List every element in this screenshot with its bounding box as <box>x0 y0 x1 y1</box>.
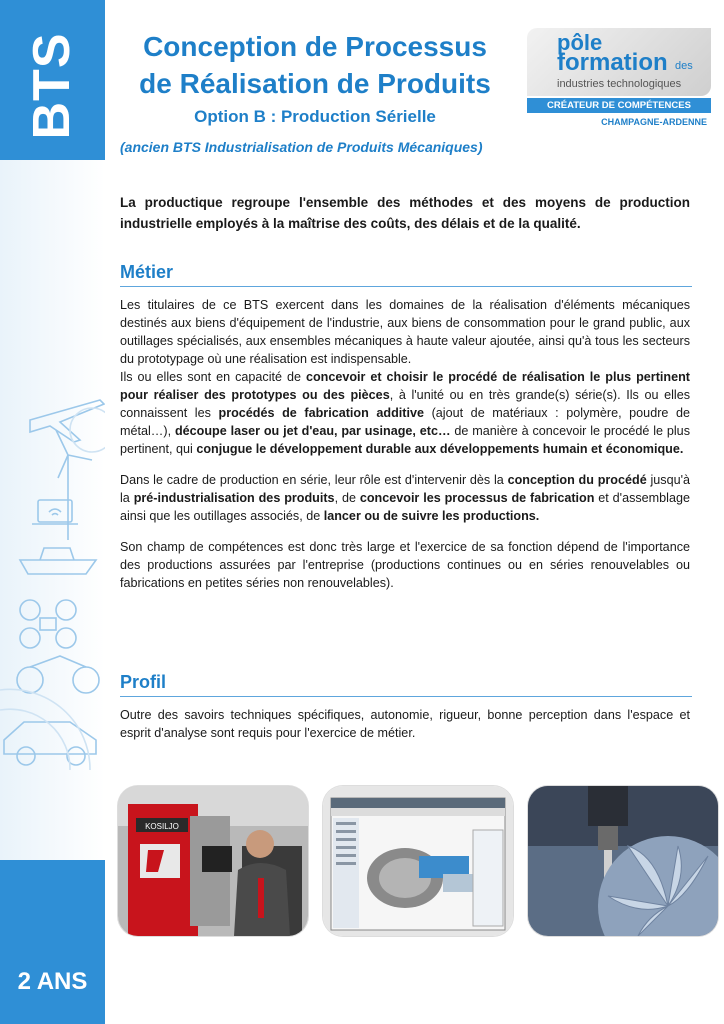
metier-paragraph-2 <box>120 368 690 458</box>
photo-technician-machine <box>118 786 308 936</box>
metier-p2-f: découpe laser ou jet d'eau, par usinage, etc… <box>174 424 451 438</box>
metier-p2-a: Ils ou elles sont en capacité de <box>120 370 306 384</box>
cad-software-image <box>323 786 513 936</box>
boat-icon <box>20 560 96 574</box>
logo-box <box>527 28 711 96</box>
metier-p3-c: jusqu'à la <box>120 473 690 505</box>
milling-turbine-image <box>528 786 718 936</box>
laptop-icon <box>38 500 72 522</box>
option-subtitle: Option B : Production Sérielle <box>194 107 436 126</box>
metier-p1-text: Les titulaires de ce BTS exercent dans les domaines de la réalisation d'éléments mécaniques destinés aux biens d'équipement de l'industrie, aux biens de consommation pour le grand public, aux outillages spécialisés, aux ensembles mécaniques à haute valeur ajoutée, ainsi qu'à tous les secteurs du prototypage où une réalisation est indispensable. <box>120 298 690 366</box>
photo-milling-turbine <box>528 786 718 936</box>
metier-p3-d: pré-industrialisation des produits <box>133 491 335 505</box>
title-line-1: Conception de Processus <box>143 31 487 62</box>
metier-p3-b: conception du procédé <box>507 473 647 487</box>
metier-p2-h: conjugue le développement durable aux développements humain et économique. <box>196 442 684 456</box>
sidebar <box>0 0 105 1024</box>
metier-paragraph-1 <box>120 296 690 368</box>
page-title <box>110 28 520 102</box>
title-line-2: de Réalisation de Produits <box>139 68 491 99</box>
metier-p3-g: et d'assemblage ainsi que les outillages associés, de <box>120 491 690 523</box>
logo-formation: formation <box>557 49 668 76</box>
logo-des: des <box>675 60 693 72</box>
profil-heading: Profil <box>120 672 692 697</box>
metier-paragraph-4: Son champ de compétences est donc très large et l'exercice de sa fonction dépend de l'importance des productions assurées par l'entreprise (productions continues ou en séries renouvelables ou fabrications en petites séries non renouvelables). <box>120 540 690 590</box>
logo-pole: pôle <box>557 30 603 55</box>
drone-icon <box>20 600 40 620</box>
metier-p3-h: lancer ou de suivre les productions. <box>323 509 540 523</box>
quad-bike-icon <box>17 667 43 693</box>
metier-body <box>120 296 690 605</box>
intro-paragraph: La productique regroupe l'ensemble des méthodes et des moyens de production industrielle employés à la maîtrise des coûts, des délais et de la qualité. <box>120 195 690 231</box>
logo-region: CHAMPAGNE-ARDENNE <box>601 117 707 127</box>
photo-cad-software <box>323 786 513 936</box>
technician-machine-image <box>118 786 308 936</box>
photo-strip <box>118 786 718 946</box>
metier-p2-c: , à l'unité ou en très grande(s) série(s). Ils ou elles connaissent les <box>120 388 690 420</box>
metier-paragraph-3 <box>120 471 690 525</box>
former-name: (ancien BTS Industrialisation de Produits Mécaniques) <box>120 139 483 155</box>
metier-p3-f: concevoir les processus de fabrication <box>359 491 595 505</box>
metier-heading: Métier <box>120 262 692 287</box>
metier-p2-b: concevoir et choisir le procédé de réalisation le plus pertinent pour réaliser des prototypes ou des pièces <box>120 370 690 402</box>
pole-formation-logo <box>527 28 717 127</box>
profil-body: Outre des savoirs techniques spécifiques, autonomie, rigueur, bonne perception dans l'espace et esprit d'analyse sont requis pour l'exercice de métier. <box>120 708 690 740</box>
metier-p2-g: de manière à concevoir le procédé le plus pertinent, qui <box>120 424 690 456</box>
machine-brand: KOSILJO <box>145 822 179 831</box>
metier-p3-a: Dans le cadre de production en série, leur rôle est d'intervenir dès la <box>120 473 508 487</box>
bts-label: BTS <box>23 32 81 140</box>
industry-illustrations <box>0 360 105 820</box>
metier-p3-e: , de <box>334 491 360 505</box>
metier-p2-e: (ajout de matériaux : polymère, poudre de métal…), <box>120 406 690 438</box>
metier-p2-d: procédés de fabrication additive <box>218 406 424 420</box>
logo-tagline: CRÉATEUR DE COMPÉTENCES <box>527 98 711 113</box>
logo-industries: industries technologiques <box>557 78 682 90</box>
duration-label: 2 ANS <box>17 968 88 995</box>
airplane-icon <box>30 400 104 442</box>
sidebar-bottom-band <box>0 860 105 1024</box>
